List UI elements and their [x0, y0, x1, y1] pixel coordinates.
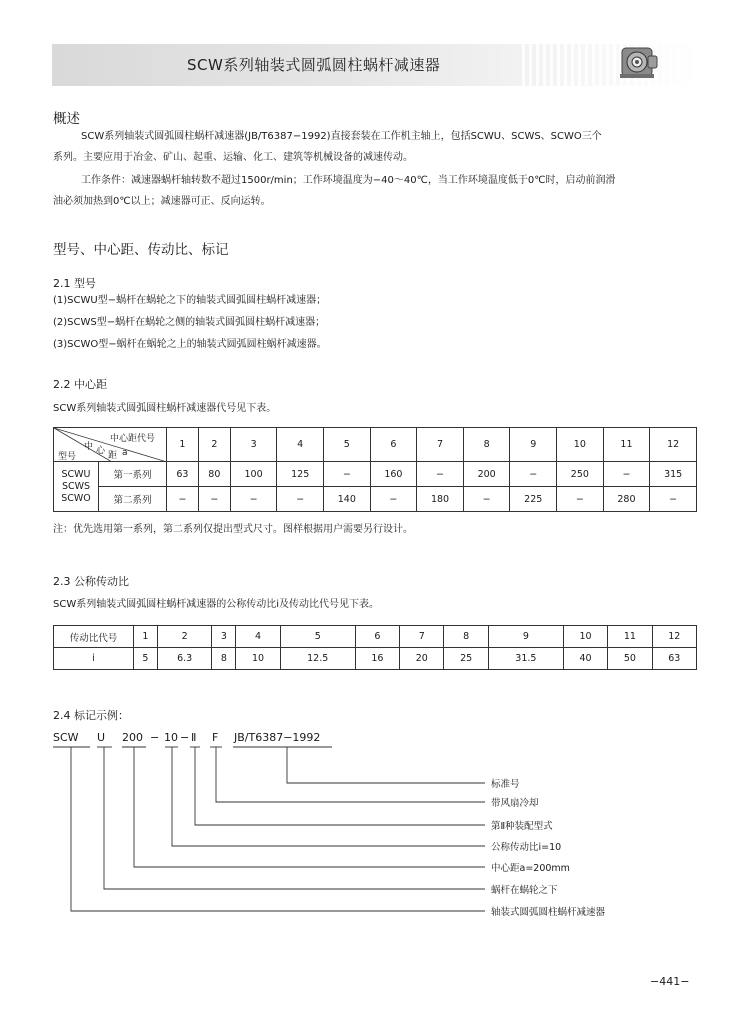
code-cell: 6	[370, 428, 417, 462]
ratio-code-cell: 1	[134, 626, 158, 648]
ratio-code-cell: 4	[236, 626, 280, 648]
code-cell: 4	[277, 428, 324, 462]
value-cell: 125	[277, 462, 324, 487]
series2-label: 第二系列	[99, 487, 167, 512]
value-cell: 100	[230, 462, 277, 487]
legend-assembly-type: 第Ⅱ种装配型式	[491, 821, 553, 832]
value-cell: −	[198, 487, 230, 512]
ratio-code-cell: 9	[488, 626, 563, 648]
section2-heading: 型号、中心距、传动比、标记	[53, 242, 229, 258]
ratio-value-cell: 5	[134, 648, 158, 670]
ratio-value-cell: 20	[400, 648, 444, 670]
code-scw: SCW	[53, 731, 79, 744]
s21-item-1: (1)SCWU型−蜗杆在蜗轮之下的轴装式圆弧圆柱蜗杆减速器；	[53, 295, 327, 306]
ratio-code-cell: 8	[444, 626, 488, 648]
value-cell: −	[370, 487, 417, 512]
legend-center-distance: 中心距a=200mm	[491, 863, 570, 874]
corner-model-label: 型号	[58, 452, 77, 462]
s21-heading: 2.1 型号	[53, 277, 96, 290]
model-scws: SCWS	[61, 480, 91, 492]
code-standard: JB/T6387−1992	[234, 731, 321, 744]
code-cell: 9	[510, 428, 557, 462]
ratio-code-cell: 5	[280, 626, 355, 648]
value-cell: −	[650, 487, 697, 512]
overview-heading: 概述	[53, 111, 80, 127]
ratio-value-cell: 10	[236, 648, 280, 670]
s22-note: 注：优先选用第一系列，第二系列仅提出型式尺寸。图样根据用户需要另行设计。	[53, 524, 413, 535]
value-cell: −	[557, 487, 604, 512]
value-cell: 280	[603, 487, 650, 512]
ratio-value-cell: 12.5	[280, 648, 355, 670]
overview-para1-line2: 系列。主要应用于冶金、矿山、起重、运输、化工、建筑等机械设备的减速传动。	[53, 152, 413, 163]
code-roman-2: Ⅱ	[191, 731, 197, 744]
ratio-value-cell: 40	[563, 648, 607, 670]
corner-mid-4: a	[122, 448, 128, 458]
ratio-value-cell: 16	[355, 648, 399, 670]
code-cell: 10	[557, 428, 604, 462]
value-cell: −	[230, 487, 277, 512]
value-cell: −	[463, 487, 510, 512]
value-cell: −	[417, 462, 464, 487]
page-title: SCW系列轴装式圆弧圆柱蜗杆减速器	[187, 56, 441, 74]
ratio-value-cell: 25	[444, 648, 488, 670]
s24-heading: 2.4 标记示例：	[53, 709, 129, 722]
corner-code-label: 中心距代号	[110, 434, 156, 444]
s21-item-3: (3)SCWO型−蜗杆在蜗轮之上的轴装式圆弧圆柱蜗杆减速器。	[53, 339, 327, 350]
ratio-value-cell: 6.3	[157, 648, 212, 670]
page-number: −441−	[650, 975, 690, 988]
value-cell: −	[324, 462, 371, 487]
code-dash-1: −	[150, 731, 160, 744]
code-cell: 8	[463, 428, 510, 462]
legend-fan-cooling: 带风扇冷却	[491, 798, 539, 809]
value-cell: −	[167, 487, 199, 512]
code-10: 10	[164, 731, 178, 744]
code-cell: 11	[603, 428, 650, 462]
value-cell: 180	[417, 487, 464, 512]
ratio-code-cell: 11	[608, 626, 652, 648]
overview-para2-line1: 工作条件：减速器蜗杆轴转数不超过1500r/min；工作环境温度为−40～40℃，当工作环境温度低于0℃时，启动前润滑	[81, 175, 616, 186]
value-cell: 160	[370, 462, 417, 487]
value-cell: 315	[650, 462, 697, 487]
legend-ratio: 公称传动比i=10	[491, 842, 562, 853]
ratio-code-cell: 12	[652, 626, 696, 648]
code-cell: 3	[230, 428, 277, 462]
ratio-code-cell: 3	[212, 626, 236, 648]
legend-product-name: 轴装式圆弧圆柱蜗杆减速器	[491, 907, 606, 918]
corner-mid-2: 心	[96, 446, 106, 456]
ratio-value-label: i	[54, 648, 134, 670]
legend-worm-position: 蜗杆在蜗轮之下	[491, 885, 558, 896]
code-cell: 2	[198, 428, 230, 462]
ratio-value-cell: 50	[608, 648, 652, 670]
corner-mid-3: 距	[108, 451, 118, 461]
s21-item-2: (2)SCWS型−蜗杆在蜗轮之侧的轴装式圆弧圆柱蜗杆减速器；	[53, 317, 326, 328]
corner-mid-1: 中	[84, 442, 94, 452]
code-cell: 5	[324, 428, 371, 462]
legend-standard: 标准号	[491, 779, 520, 790]
code-cell: 7	[417, 428, 464, 462]
overview-para1-line1: SCW系列轴装式圆弧圆柱蜗杆减速器(JB/T6387−1992)直接套装在工作机主轴上，包括SCWU、SCWS、SCWO三个	[81, 131, 602, 142]
s22-heading: 2.2 中心距	[53, 378, 107, 391]
value-cell: 80	[198, 462, 230, 487]
value-cell: −	[510, 462, 557, 487]
s23-intro: SCW系列轴装式圆弧圆柱蜗杆减速器的公称传动比i及传动比代号见下表。	[53, 599, 379, 610]
value-cell: 200	[463, 462, 510, 487]
code-f: F	[212, 731, 219, 744]
ratio-value-cell: 8	[212, 648, 236, 670]
model-scwu: SCWU	[61, 468, 91, 480]
value-cell: −	[277, 487, 324, 512]
value-cell: −	[603, 462, 650, 487]
model-scwo: SCWO	[61, 492, 91, 504]
overview-para2-line2: 油必须加热到0℃以上；减速器可正、反向运转。	[53, 196, 271, 207]
ratio-code-label: 传动比代号	[54, 626, 134, 648]
value-cell: 140	[324, 487, 371, 512]
s23-heading: 2.3 公称传动比	[53, 575, 129, 588]
ratio-code-cell: 10	[563, 626, 607, 648]
code-200: 200	[122, 731, 143, 744]
ratio-value-cell: 31.5	[488, 648, 563, 670]
ratio-value-cell: 63	[652, 648, 696, 670]
s22-intro: SCW系列轴装式圆弧圆柱蜗杆减速器代号见下表。	[53, 403, 277, 414]
ratio-code-cell: 6	[355, 626, 399, 648]
code-cell: 1	[167, 428, 199, 462]
code-dash-2: −	[180, 731, 190, 744]
code-u: U	[97, 731, 106, 744]
value-cell: 250	[557, 462, 604, 487]
value-cell: 63	[167, 462, 199, 487]
value-cell: 225	[510, 487, 557, 512]
ratio-code-cell: 2	[157, 626, 212, 648]
code-cell: 12	[650, 428, 697, 462]
series1-label: 第一系列	[99, 462, 167, 487]
ratio-code-cell: 7	[400, 626, 444, 648]
